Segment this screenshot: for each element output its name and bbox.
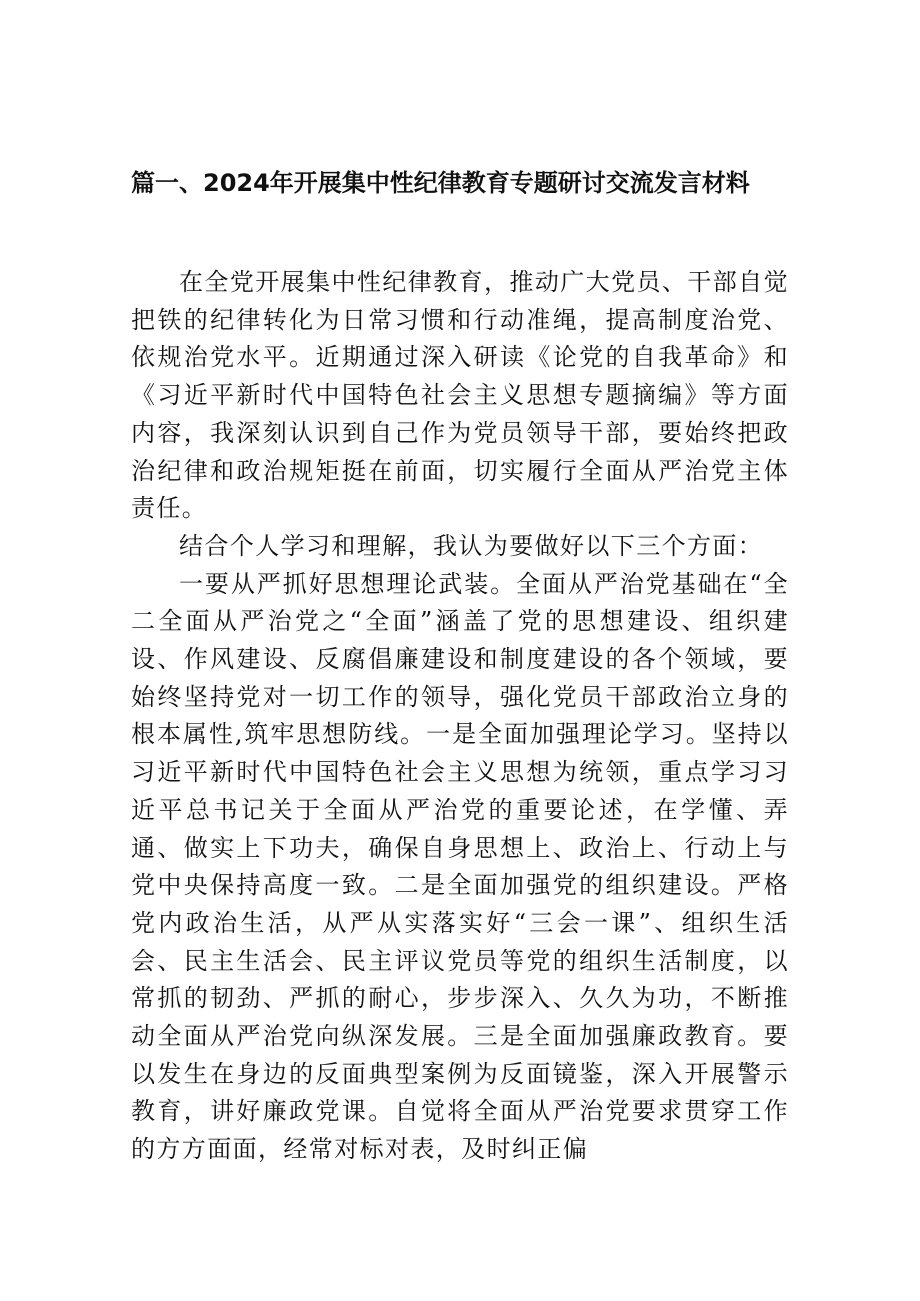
paragraph-intro: 在全党开展集中性纪律教育，推动广大党员、干部自觉把铁的纪律转化为日常习惯和行动准绳，提高制度治党、依规治党水平。近期通过深入研读《论党的自我革命》和《习近平新时代中国特色社会主义思想专题摘编》等方面内容，我深刻认识到自己作为党员领导干部，要始终把政治纪律和政治规矩挺在前面，切实履行全面从严治党主体责任。 bbox=[131, 268, 789, 523]
document-title: 篇一、2024年开展集中性纪律教育专题研讨交流发言材料 bbox=[131, 169, 750, 197]
document-body bbox=[131, 264, 789, 1169]
paragraph-three-aspects: 结合个人学习和理解，我认为要做好以下三个方面： bbox=[179, 531, 764, 560]
paragraph-ideological-armament: 一要从严抓好思想理论武装。全面从严治党基础在“全二全面从严治党之“全面”涵盖了党的思想建设、组织建设、作风建设、反腐倡廉建设和制度建设的各个领域，要始终坚持党对一切工作的领导，强化党员干部政治立身的根本属性,筑牢思想防线。一是全面加强理论学习。坚持以习近平新时代中国特色社会主义思想为统领，重点学习习近平总书记关于全面从严治党的重要论述，在学懂、弄通、做实上下功夫，确保自身思想上、政治上、行动上与党中央保持高度一致。二是全面加强党的组织建设。严格党内政治生活，从严从实落实好“三会一课”、组织生活会、民主生活会、民主评议党员等党的组织生活制度，以常抓的韧劲、严抓的耐心，步步深入、久久为功，不断推动全面从严治党向纵深发展。三是全面加强廉政教育。要以发生在身边的反面典型案例为反面镜鉴，深入开展警示教育，讲好廉政党课。自觉将全面从严治党要求贯穿工作的方方面面，经常对标对表，及时纠正偏 bbox=[131, 569, 789, 1164]
